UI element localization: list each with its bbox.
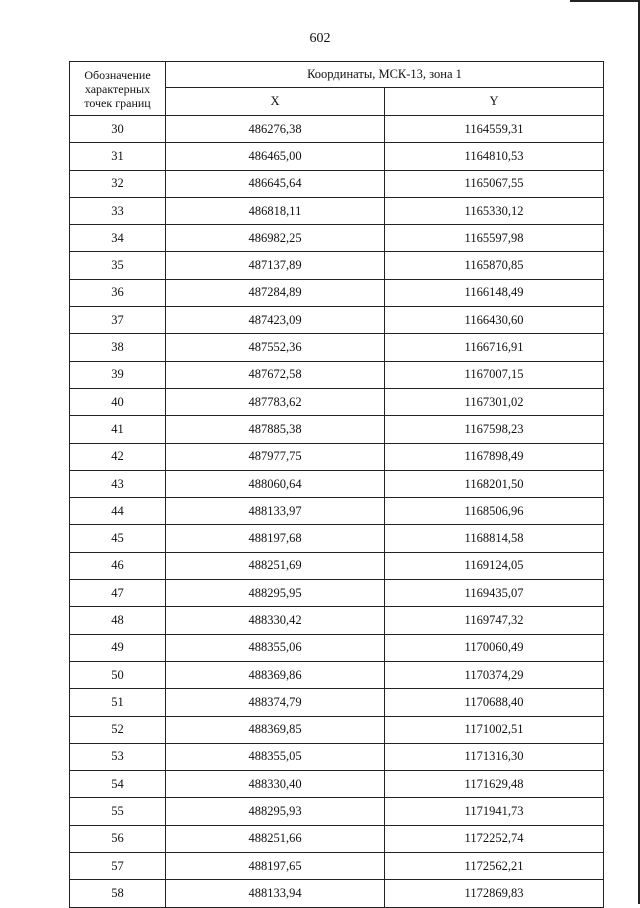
cell-x: 486982,25	[166, 225, 385, 252]
cell-point: 45	[70, 525, 166, 552]
cell-y: 1170374,29	[385, 661, 604, 688]
table-row	[70, 388, 604, 415]
cell-point: 49	[70, 634, 166, 661]
cell-y: 1171002,51	[385, 716, 604, 743]
table-row	[70, 771, 604, 798]
coordinates-table	[69, 61, 604, 908]
table-row	[70, 443, 604, 470]
cell-point: 41	[70, 416, 166, 443]
cell-y: 1166430,60	[385, 307, 604, 334]
table-row	[70, 225, 604, 252]
cell-x: 487284,89	[166, 279, 385, 306]
header-x: X	[166, 88, 385, 116]
cell-point: 48	[70, 607, 166, 634]
cell-x: 486645,64	[166, 170, 385, 197]
cell-point: 36	[70, 279, 166, 306]
cell-x: 488133,94	[166, 880, 385, 907]
table-row	[70, 197, 604, 224]
cell-y: 1168814,58	[385, 525, 604, 552]
cell-y: 1165330,12	[385, 197, 604, 224]
cell-y: 1167301,02	[385, 388, 604, 415]
table-row	[70, 525, 604, 552]
cell-y: 1167898,49	[385, 443, 604, 470]
table-row	[70, 307, 604, 334]
cell-point: 47	[70, 580, 166, 607]
cell-y: 1171316,30	[385, 743, 604, 770]
table-row	[70, 607, 604, 634]
cell-y: 1172869,83	[385, 880, 604, 907]
cell-x: 488197,68	[166, 525, 385, 552]
cell-x: 488369,85	[166, 716, 385, 743]
cell-x: 487672,58	[166, 361, 385, 388]
table-row	[70, 498, 604, 525]
table-row	[70, 143, 604, 170]
cell-x: 486465,00	[166, 143, 385, 170]
cell-x: 488133,97	[166, 498, 385, 525]
cell-x: 488374,79	[166, 689, 385, 716]
cell-y: 1167598,23	[385, 416, 604, 443]
cell-point: 32	[70, 170, 166, 197]
table-row	[70, 580, 604, 607]
cell-x: 488330,42	[166, 607, 385, 634]
cell-y: 1169747,32	[385, 607, 604, 634]
table-row	[70, 825, 604, 852]
cell-point: 33	[70, 197, 166, 224]
cell-point: 57	[70, 853, 166, 880]
cell-x: 488355,06	[166, 634, 385, 661]
cell-y: 1166716,91	[385, 334, 604, 361]
header-designation: Обозначение характерных точек границ	[70, 62, 166, 116]
cell-y: 1165067,55	[385, 170, 604, 197]
table-row	[70, 170, 604, 197]
cell-point: 35	[70, 252, 166, 279]
cell-x: 487552,36	[166, 334, 385, 361]
cell-x: 488330,40	[166, 771, 385, 798]
header-y: Y	[385, 88, 604, 116]
cell-y: 1166148,49	[385, 279, 604, 306]
cell-point: 42	[70, 443, 166, 470]
table-row	[70, 798, 604, 825]
cell-point: 55	[70, 798, 166, 825]
cell-x: 488251,66	[166, 825, 385, 852]
cell-y: 1167007,15	[385, 361, 604, 388]
cell-x: 487423,09	[166, 307, 385, 334]
cell-x: 486818,11	[166, 197, 385, 224]
cell-x: 487885,38	[166, 416, 385, 443]
page-number: 602	[309, 31, 331, 46]
cell-x: 488295,93	[166, 798, 385, 825]
table-row	[70, 880, 604, 907]
table-row	[70, 661, 604, 688]
table-row	[70, 361, 604, 388]
cell-x: 488251,69	[166, 552, 385, 579]
cell-y: 1165597,98	[385, 225, 604, 252]
cell-y: 1171941,73	[385, 798, 604, 825]
cell-point: 37	[70, 307, 166, 334]
cell-point: 39	[70, 361, 166, 388]
table-row	[70, 279, 604, 306]
table-row	[70, 252, 604, 279]
cell-y: 1168201,50	[385, 470, 604, 497]
cell-point: 30	[70, 116, 166, 143]
cell-y: 1168506,96	[385, 498, 604, 525]
table-row	[70, 334, 604, 361]
cell-point: 38	[70, 334, 166, 361]
cell-y: 1169124,05	[385, 552, 604, 579]
table-body	[70, 116, 604, 908]
cell-point: 34	[70, 225, 166, 252]
cell-x: 487977,75	[166, 443, 385, 470]
header-coordinates-group: Координаты, МСК-13, зона 1	[166, 62, 604, 88]
cell-x: 487137,89	[166, 252, 385, 279]
cell-y: 1164559,31	[385, 116, 604, 143]
cell-x: 488295,95	[166, 580, 385, 607]
cell-point: 31	[70, 143, 166, 170]
cell-y: 1171629,48	[385, 771, 604, 798]
cell-y: 1172562,21	[385, 853, 604, 880]
cell-point: 44	[70, 498, 166, 525]
cell-y: 1169435,07	[385, 580, 604, 607]
table-row	[70, 743, 604, 770]
table-row	[70, 470, 604, 497]
cell-point: 53	[70, 743, 166, 770]
cell-y: 1172252,74	[385, 825, 604, 852]
cell-point: 58	[70, 880, 166, 907]
cell-y: 1170060,49	[385, 634, 604, 661]
cell-point: 52	[70, 716, 166, 743]
cell-x: 487783,62	[166, 388, 385, 415]
cell-x: 488197,65	[166, 853, 385, 880]
cell-point: 54	[70, 771, 166, 798]
cell-point: 46	[70, 552, 166, 579]
cell-point: 50	[70, 661, 166, 688]
cell-y: 1164810,53	[385, 143, 604, 170]
table-row	[70, 853, 604, 880]
table-row	[70, 552, 604, 579]
table-row	[70, 116, 604, 143]
cell-y: 1165870,85	[385, 252, 604, 279]
table-row	[70, 689, 604, 716]
table-row	[70, 716, 604, 743]
cell-point: 51	[70, 689, 166, 716]
cell-x: 486276,38	[166, 116, 385, 143]
page-edge-top-line	[570, 0, 640, 2]
cell-x: 488369,86	[166, 661, 385, 688]
cell-point: 56	[70, 825, 166, 852]
cell-point: 43	[70, 470, 166, 497]
table-row	[70, 416, 604, 443]
cell-y: 1170688,40	[385, 689, 604, 716]
cell-x: 488355,05	[166, 743, 385, 770]
table-row	[70, 634, 604, 661]
cell-x: 488060,64	[166, 470, 385, 497]
cell-point: 40	[70, 388, 166, 415]
